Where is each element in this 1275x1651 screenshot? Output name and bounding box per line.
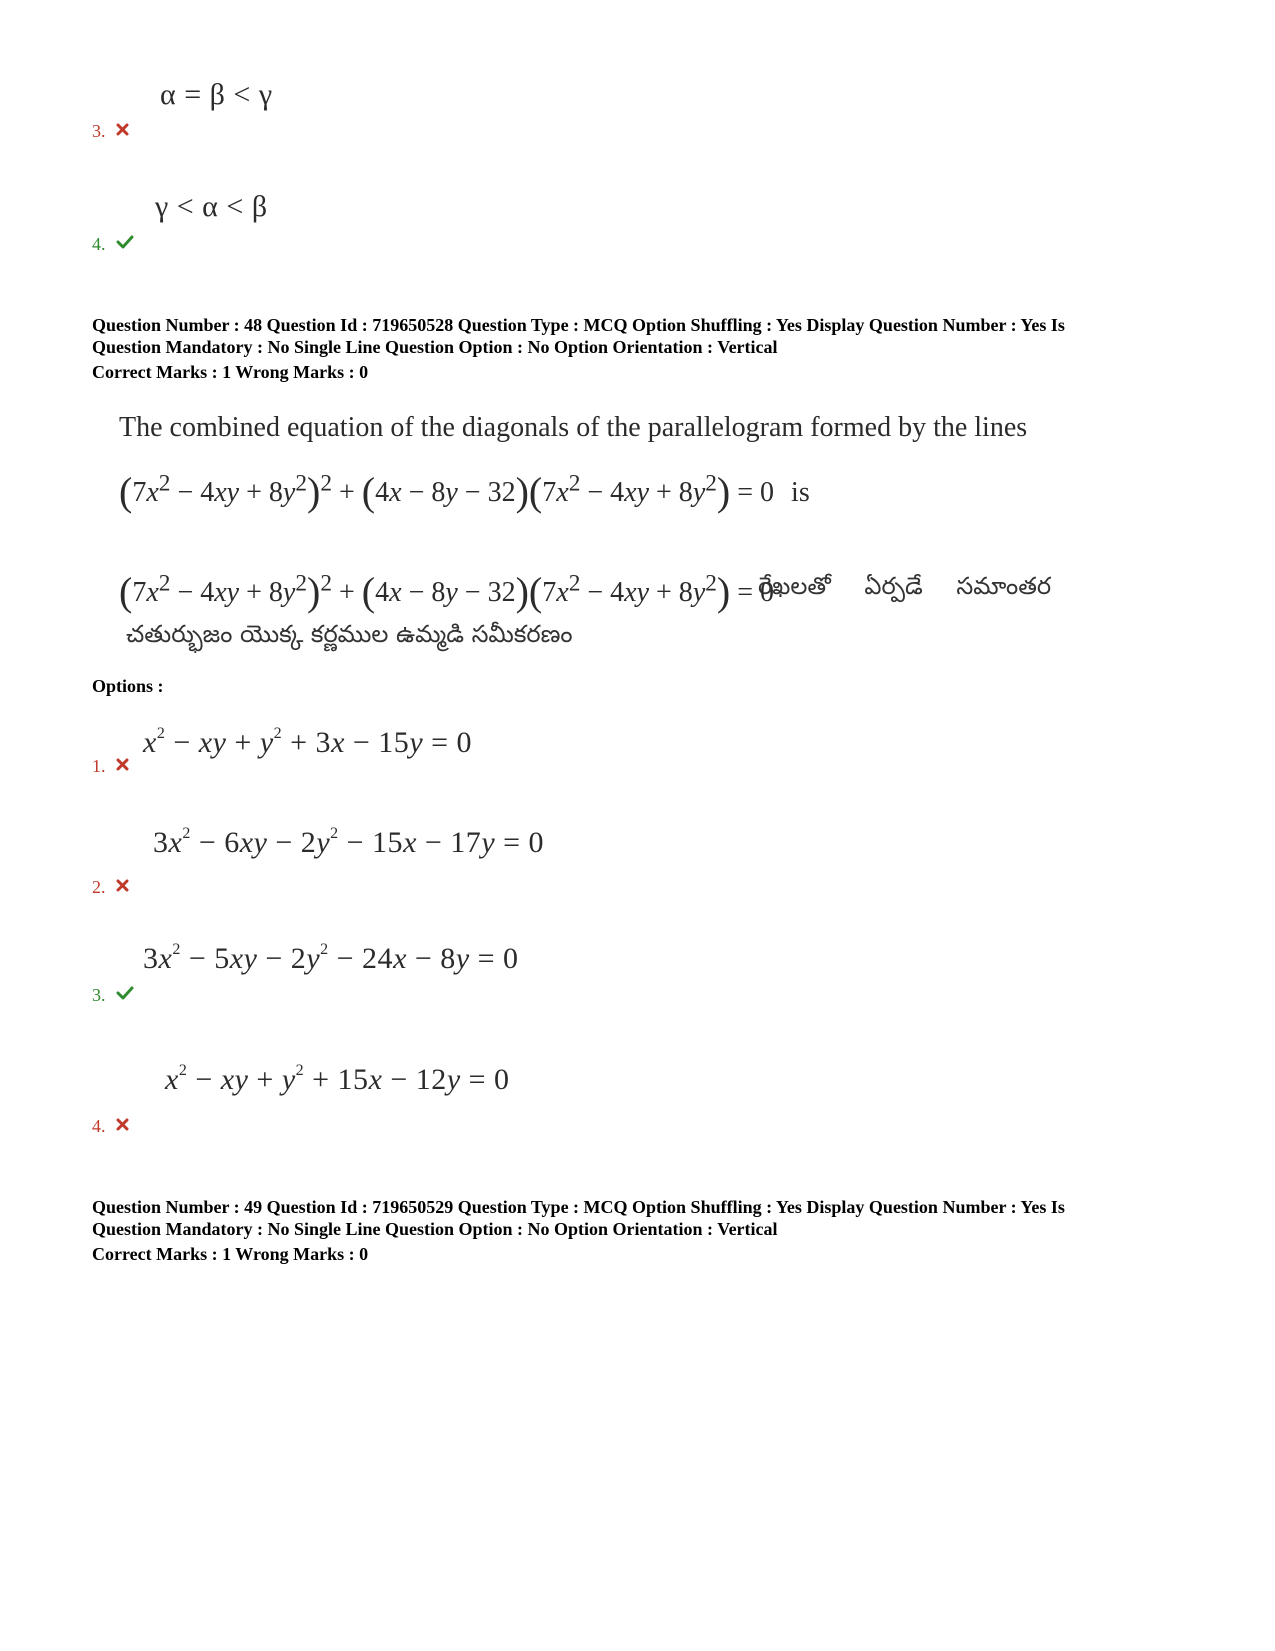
question-48-equation: $(7x^2 - 4xy + 8y^2)^2 + (4x - 8y - 32)(7x^2 - 4xy + 8y^2) = 0$ is: [119, 469, 810, 514]
option-4-expression: $x^2$ − xy + $y^2 + 15x - 12y = 0$: [165, 1062, 510, 1096]
option-1-expression: $x^2$ − xy + $y^2 + 3x - 15y = 0$: [143, 725, 473, 759]
question-meta-line-1: Question Number : 48 Question Id : 719650528 Question Type : MCQ Option Shuffling : Yes Display Question Number : Yes Is: [92, 315, 1065, 335]
option-1[interactable]: [92, 756, 129, 777]
cross-icon: [116, 879, 129, 892]
option-2[interactable]: [92, 877, 129, 898]
option-number: 1.: [92, 756, 106, 776]
prev-option-4-expression: γ < α < β: [155, 190, 268, 223]
question-48-marks: Correct Marks : 1 Wrong Marks : 0: [92, 362, 369, 382]
option-number: 3.: [92, 985, 106, 1005]
cross-icon: [116, 758, 129, 771]
question-48-english-suffix: is: [791, 477, 810, 508]
question-meta-line-1: Question Number : 49 Question Id : 719650529 Question Type : MCQ Option Shuffling : Yes Display Question Number : Yes Is: [92, 1197, 1065, 1217]
check-icon: [116, 235, 134, 249]
question-meta-line-2: Question Mandatory : No Single Line Question Option : No Option Orientation : Vertical: [92, 1219, 778, 1239]
question-48-telugu-line-1: రేఖలతో ఏర్పడే సమాంతర: [758, 572, 1052, 600]
option-number: 2.: [92, 877, 106, 897]
question-48-equation-telugu: $(7x^2 - 4xy + 8y^2)^2 + (4x - 8y - 32)(7x^2 - 4xy + 8y^2) = 0$: [119, 569, 775, 614]
option-3[interactable]: [92, 985, 134, 1006]
check-icon: [116, 986, 134, 1000]
question-49-metadata: [92, 1196, 1192, 1240]
option-number: 4.: [92, 234, 106, 254]
question-48-metadata: [92, 314, 1192, 358]
prev-option-3[interactable]: [92, 121, 129, 142]
prev-option-4[interactable]: [92, 234, 134, 255]
option-3-expression: $3x^2 - 5xy - 2y^2 - 24x - 8y = 0$: [143, 941, 519, 975]
options-label: Options :: [92, 676, 164, 696]
question-48-telugu-line-2: చతుర్భుజం యొక్క కర్ణముల ఉమ్మడి సమీకరణం: [126, 620, 573, 648]
option-number: 3.: [92, 121, 106, 141]
prev-option-3-expression: α = β < γ: [160, 78, 273, 111]
option-number: 4.: [92, 1116, 106, 1136]
cross-icon: [116, 1118, 129, 1131]
cross-icon: [116, 123, 129, 136]
option-2-expression: $3x^2 - 6xy - 2y^2 - 15x - 17y = 0$: [153, 825, 545, 859]
option-4[interactable]: [92, 1116, 129, 1137]
question-48-english-text: The combined equation of the diagonals of the parallelogram formed by the lines: [119, 412, 1028, 443]
question-meta-line-2: Question Mandatory : No Single Line Question Option : No Option Orientation : Vertical: [92, 337, 778, 357]
question-49-marks: Correct Marks : 1 Wrong Marks : 0: [92, 1244, 369, 1264]
